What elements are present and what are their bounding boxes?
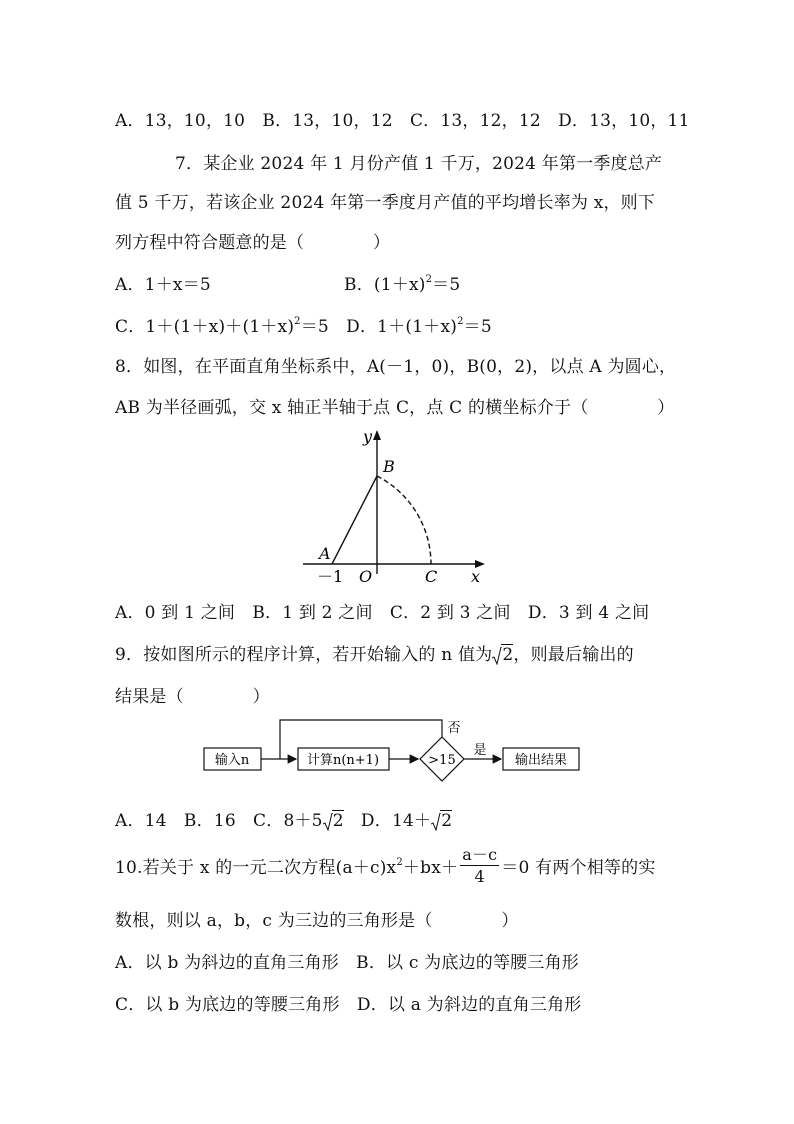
q8-stem-line1: 8．如图，在平面直角坐标系中，A(－1，0)，B(0，2)，以点 A 为圆心， <box>115 357 677 377</box>
q8-options: A．0 到 1 之间 B．1 到 2 之间 C．2 到 3 之间 D．3 到 4 之间 <box>115 603 650 623</box>
q7-option-c-d: C．$1+(1+x)+(1+x)^2=5$ D．$1+(1+x)^2=5$ <box>115 316 492 337</box>
flow-input-label: 输入n <box>214 753 250 768</box>
sqrt-symbol: 2 <box>492 645 513 665</box>
flow-compute-label: 计算n(n+1) <box>306 753 380 768</box>
q8-stem-line2: AB 为半径画弧，交 x 轴正半轴于点 C，点 C 的横坐标介于（ ） <box>115 398 675 418</box>
q10-options-ab: A．以 b 为斜边的直角三角形 B．以 c 为底边的等腰三角形 <box>115 953 579 973</box>
q7-stem-line3: 列方程中符合题意的是（ ） <box>115 233 391 253</box>
q8-coordinate-figure <box>295 422 495 590</box>
q9-stem-line1: 9．按如图所示的程序计算，若开始输入的 n 值为 2，则最后输出的 <box>115 645 634 665</box>
arc-bc <box>377 476 431 564</box>
q7-stem-line1: 7．某企业 2024 年 1 月份产值 1 千万，2024 年第一季度总产 <box>175 154 663 174</box>
sqrt-symbol: 2 <box>431 811 452 831</box>
label-c: C <box>425 567 438 586</box>
q9-options: A．14 B．16 C．8＋5 2 D．14＋ 2 <box>115 811 453 831</box>
label-b: B <box>383 457 395 476</box>
flow-output-label: 输出结果 <box>514 753 568 768</box>
flow-no-label: 否 <box>447 721 461 736</box>
label-o: O <box>359 567 373 586</box>
label-y: y <box>363 427 373 446</box>
segment-ab <box>332 476 377 564</box>
q10-options-cd: C．以 b 为底边的等腰三角形 D．以 a 为斜边的直角三角形 <box>115 995 582 1015</box>
q6-options: A．13，10，10 B．13，10，12 C．13，12，12 D．13，10，11 <box>115 111 690 131</box>
q9-flowchart <box>200 716 590 784</box>
flow-yes-label: 是 <box>473 743 487 758</box>
label-neg1: －1 <box>317 567 344 586</box>
q9-stem-line2: 结果是（ ） <box>115 687 270 707</box>
q7-stem-line2: 值 5 千万，若该企业 2024 年第一季度月产值的平均增长率为 x，则下 <box>115 193 656 213</box>
q10-stem-line1: 10.若关于 x 的一元二次方程$(a+c)x^2+bx+$ $\frac{a-c}{4}$ ＝0 有两个相等的实 <box>115 845 656 886</box>
flow-condition-label: >15 <box>428 753 456 768</box>
q7-option-a: A．1＋x＝5 <box>115 275 211 295</box>
label-a: A <box>319 544 331 563</box>
q7-option-b: B．$(1+x)^2=5$ <box>344 274 461 295</box>
y-axis-arrow <box>373 430 381 440</box>
q10-stem-line2: 数根，则以 a，b，c 为三边的三角形是（ ） <box>115 911 519 931</box>
label-x: x <box>471 567 481 586</box>
fraction: $\frac{a-c}{4}$ <box>462 845 498 886</box>
sqrt-symbol: 2 <box>323 811 344 831</box>
